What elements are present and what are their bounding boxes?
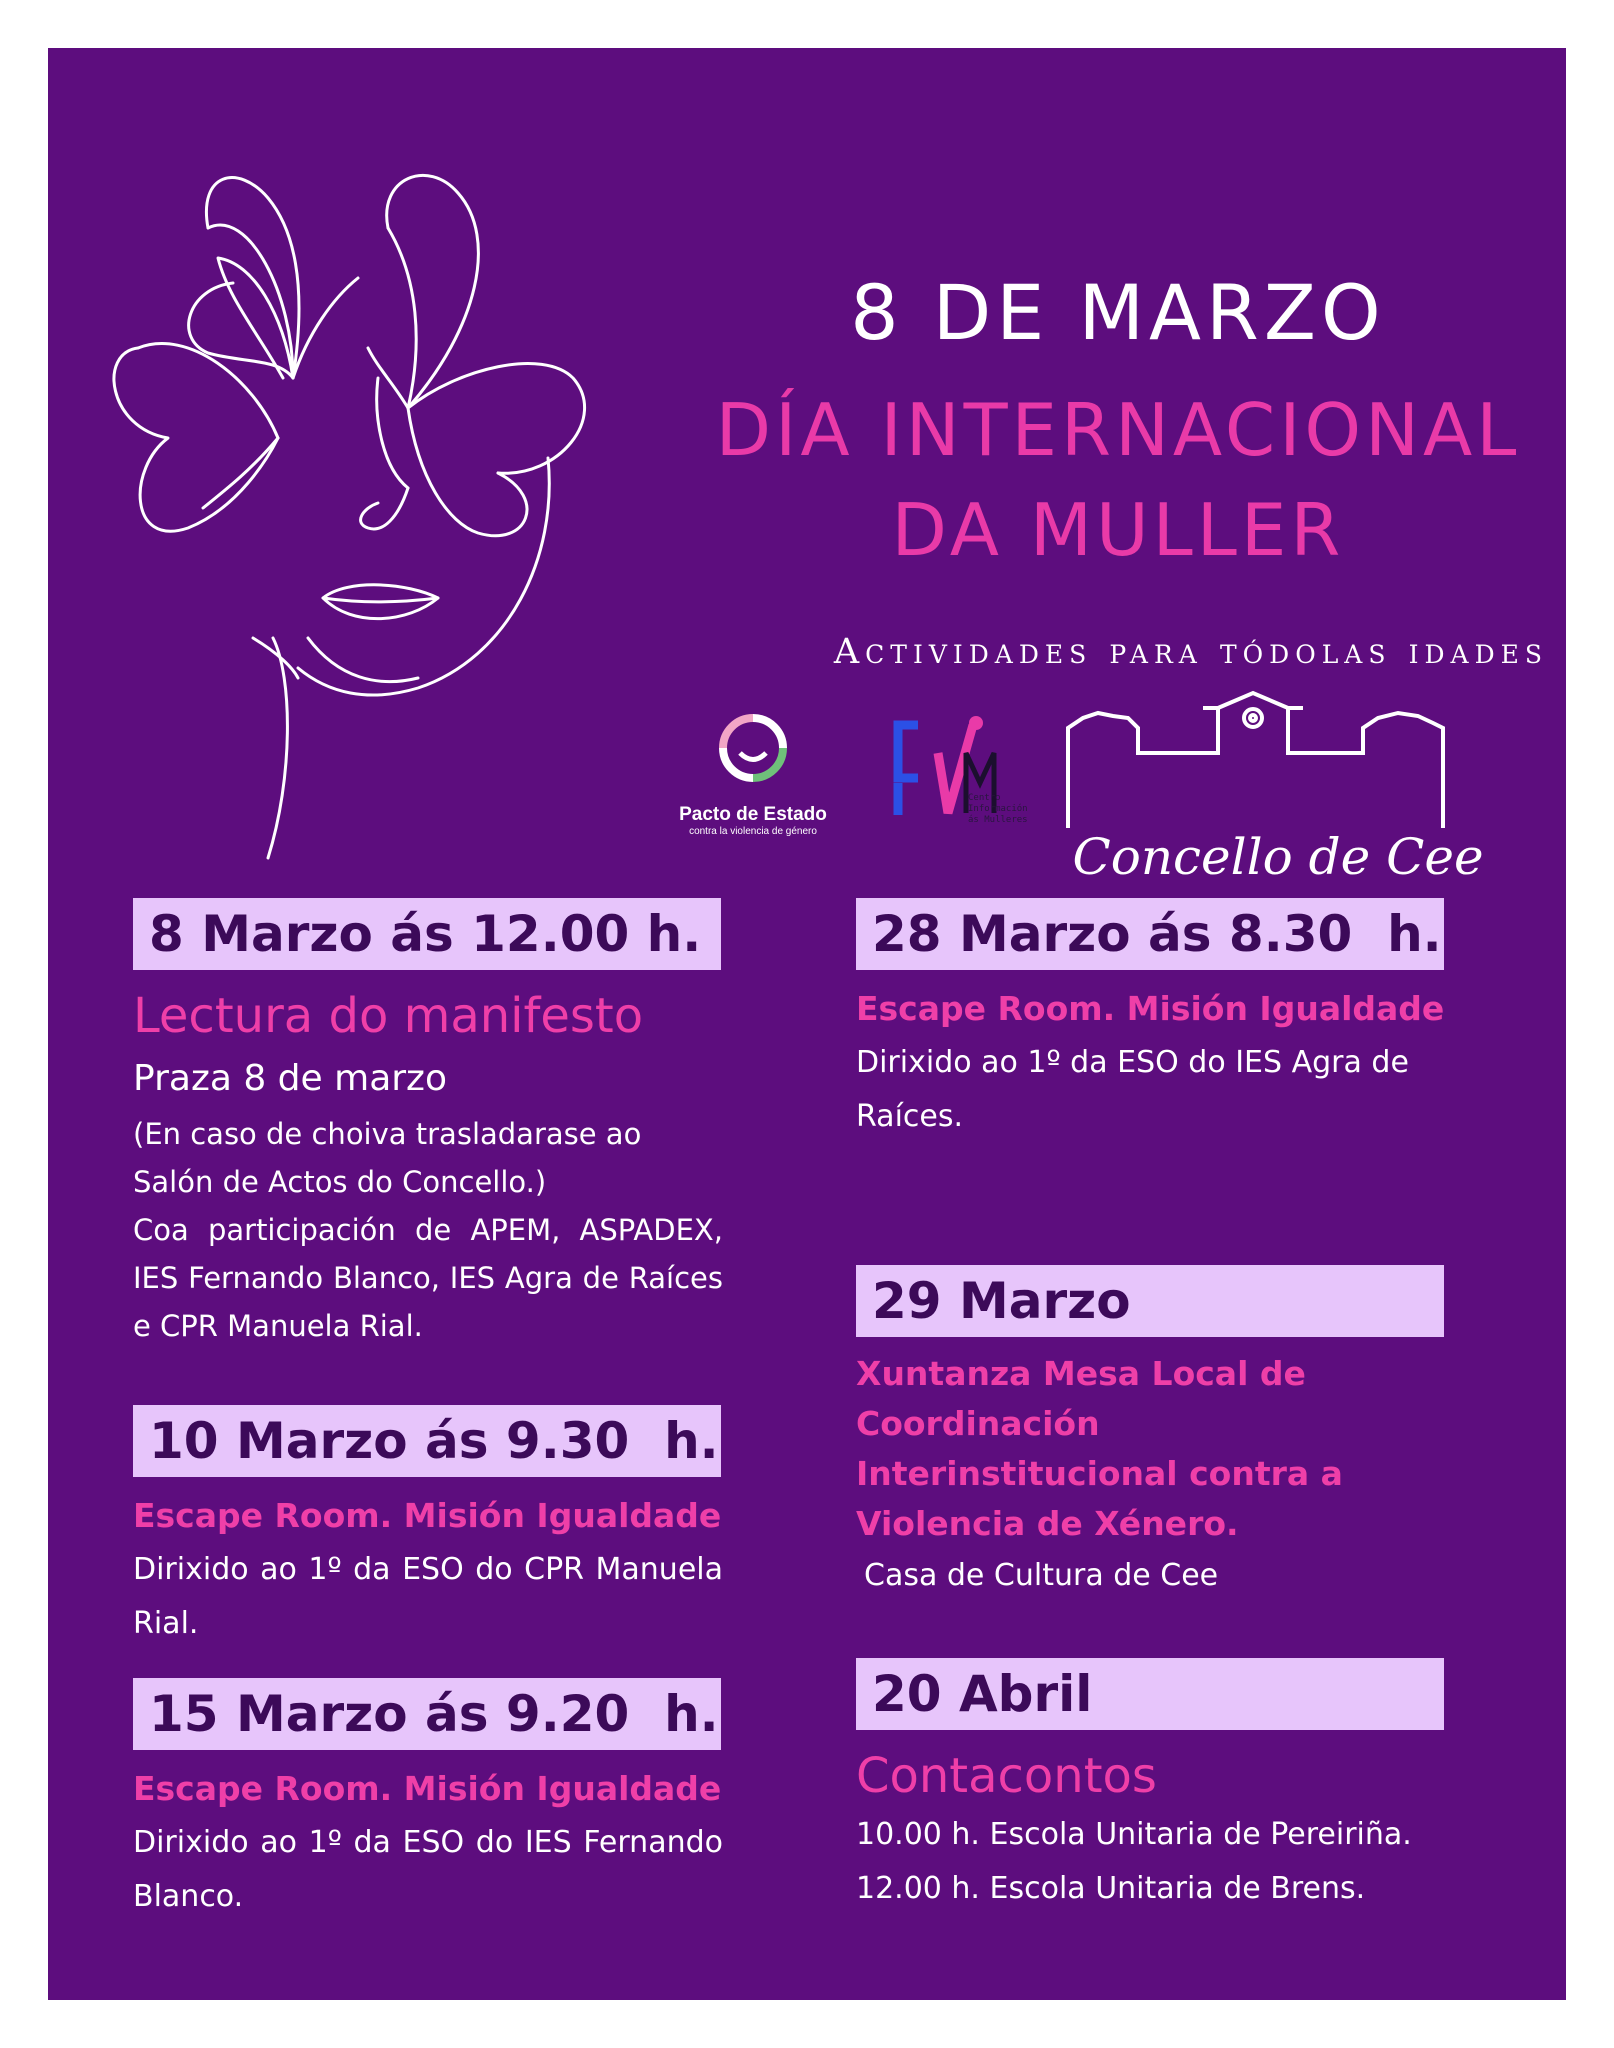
- pacto-name: Pacto de Estado: [679, 804, 827, 825]
- event-line: 12.00 h. Escola Unitaria de Brens.: [856, 1871, 1366, 1906]
- event-date: 28 Marzo ás 8.30 h.: [856, 898, 1444, 970]
- event-date: 20 Abril: [856, 1658, 1444, 1730]
- event-4: [856, 898, 1456, 1144]
- event-detail: Casa de Cultura de Cee: [864, 1558, 1219, 1593]
- pacto-logo-icon: [698, 698, 808, 798]
- cim-logo: [888, 713, 1038, 837]
- event-date: 15 Marzo ás 9.20 h.: [133, 1678, 721, 1750]
- event-2: [133, 1405, 723, 1651]
- event-place: Praza 8 de marzo: [133, 1058, 447, 1099]
- event-1: [133, 898, 723, 1350]
- event-date: 8 Marzo ás 12.00 h.: [133, 898, 721, 970]
- concello-name: Concello de Cee: [1072, 828, 1484, 886]
- event-3: [133, 1678, 723, 1924]
- event-line: 10.00 h. Escola Unitaria de Pereiriña.: [856, 1817, 1412, 1852]
- event-title: Contacontos: [856, 1748, 1157, 1804]
- cim-subtitle: Centro Información ás Mulleres: [968, 793, 1028, 825]
- event-detail: Coa participación de APEM, ASPADEX, IES Fernando Blanco, IES Agra de Raíces e CPR Manuela Rial.: [133, 1213, 723, 1343]
- concello-logo: [1063, 678, 1493, 898]
- event-date: 10 Marzo ás 9.30 h.: [133, 1405, 721, 1477]
- event-detail: Dirixido ao 1º da ESO do CPR Manuela Rial.: [133, 1552, 723, 1641]
- poster: [48, 48, 1566, 2000]
- pacto-subtitle: contra la violencia de género: [689, 826, 817, 837]
- event-date: 29 Marzo: [856, 1265, 1444, 1337]
- headline-title-line2: DA MULLER: [891, 488, 1345, 572]
- headline-date: 8 DE MARZO: [850, 268, 1386, 357]
- event-6: [856, 1658, 1456, 1916]
- headline-title-line1: DÍA INTERNACIONAL: [715, 388, 1521, 472]
- subtitle: Actividades para tódolas idades: [833, 632, 1548, 672]
- face-butterflies-illustration: [78, 78, 678, 878]
- event-title: Escape Room. Misión Igualdade: [133, 1769, 722, 1808]
- event-title: Escape Room. Misión Igualdade: [856, 989, 1445, 1028]
- event-note: (En caso de choiva trasladarase ao Salón de Actos do Concello.): [133, 1117, 642, 1199]
- event-title: Xuntanza Mesa Local de Coordinación Interinstitucional contra a Violencia de Xénero.: [856, 1354, 1343, 1543]
- event-detail: Dirixido ao 1º da ESO do IES Agra de Raíces.: [856, 1045, 1409, 1134]
- town-hall-icon: [1063, 678, 1493, 828]
- pacto-logo: [668, 698, 838, 837]
- event-title: Escape Room. Misión Igualdade: [133, 1496, 722, 1535]
- event-5: [856, 1265, 1456, 1603]
- event-title: Lectura do manifesto: [133, 988, 644, 1044]
- event-detail: Dirixido ao 1º da ESO do IES Fernando Blanco.: [133, 1825, 723, 1914]
